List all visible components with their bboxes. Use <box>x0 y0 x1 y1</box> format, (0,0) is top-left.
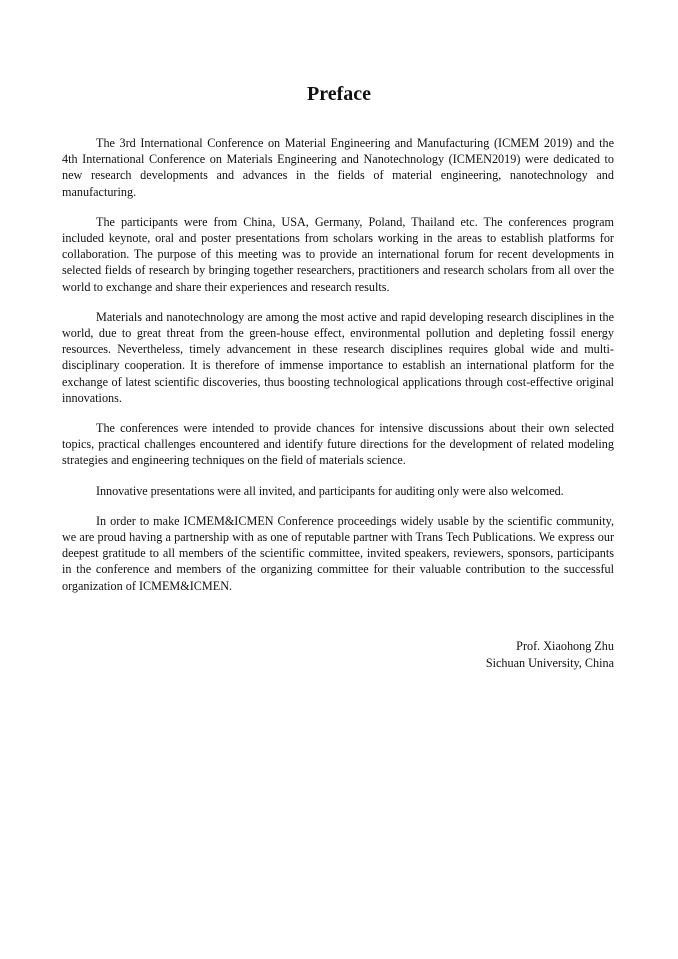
paragraph-materials-nanotech: Materials and nanotechnology are among the most active and rapid developing research disciplines in the world, due to great threat from the green-house effect, environmental pollution and depleting fossil energy resources. Nevertheless, timely advancement in these research disciplines requires global wide and multi-disciplinary cooperation. It is therefore of immense importance to establish an international platform for the exchange of latest scientific discoveries, thus boosting technological applications through cost-effective original innovations. <box>62 309 614 405</box>
paragraph-discussions: The conferences were intended to provide chances for intensive discussions about their own selected topics, practical challenges encountered and identify future directions for the development of related modeling strategies and engineering techniques on the field of materials science. <box>62 421 614 468</box>
signature-name: Prof. Xiaohong Zhu <box>516 639 614 653</box>
signature-affiliation: Sichuan University, China <box>485 655 614 670</box>
paragraph-presentations: Innovative presentations were all invited, and participants for auditing only were also welcomed. <box>96 483 564 498</box>
paragraph-acknowledgements: In order to make ICMEM&ICMEN Conference proceedings widely usable by the scientific community, we are proud having a partnership with as one of reputable partner with Trans Tech Publications. We express our deepest gratitude to all members of the scientific committee, invited speakers, reviewers, sponsors, participants in the conference and members of the organizing committee for their valuable contribution to the successful organization of ICMEM&ICMEN. <box>62 513 614 593</box>
paragraph-participants: The participants were from China, USA, Germany, Poland, Thailand etc. The conferences program included keynote, oral and poster presentations from scholars working in the areas to establish platforms for collaboration. The purpose of this meeting was to provide an international forum for recent developments in selected fields of research by bringing together researchers, practitioners and research scholars from all over the world to exchange and share their experiences and research results. <box>62 214 614 294</box>
preface-body <box>62 135 614 608</box>
page-title: Preface <box>306 83 372 105</box>
signature-block <box>486 638 614 671</box>
paragraph-conference-intro: The 3rd International Conference on Material Engineering and Manufacturing (ICMEM 2019) and the 4th International Conference on Materials Engineering and Nanotechnology (ICMEN2019) were dedicated to new research developments and advances in the fields of material engineering, nanotechnology and manufacturing. <box>62 136 614 199</box>
